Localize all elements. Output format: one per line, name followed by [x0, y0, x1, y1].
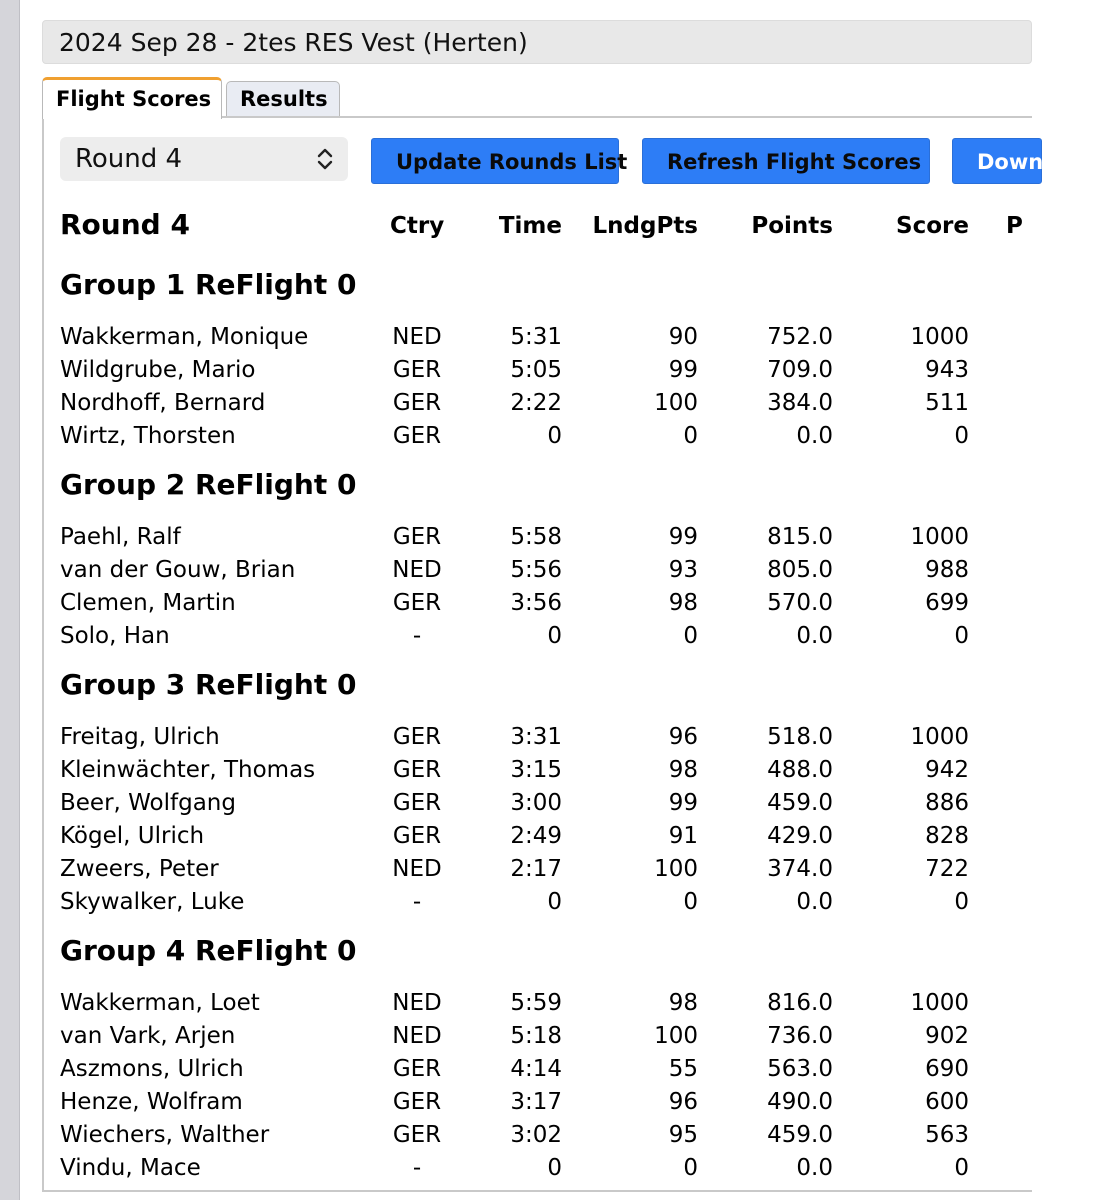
points: 570.0 [767, 590, 833, 616]
player-name: Zweers, Peter [60, 856, 219, 882]
flight-time: 0 [547, 623, 562, 649]
flight-time: 3:02 [510, 1122, 562, 1148]
score: 828 [925, 823, 969, 849]
points: 459.0 [767, 790, 833, 816]
header-score: Score [896, 213, 969, 239]
landing-points: 95 [668, 1122, 698, 1148]
landing-points: 99 [668, 790, 698, 816]
player-name: Wildgrube, Mario [60, 357, 256, 383]
player-name: Kleinwächter, Thomas [60, 757, 316, 783]
landing-points: 0 [683, 1155, 698, 1181]
tab-flight-scores[interactable]: Flight Scores [42, 77, 222, 119]
player-country: - [412, 1155, 422, 1181]
landing-points: 96 [668, 724, 698, 750]
header-time: Time [498, 213, 562, 239]
points: 709.0 [767, 357, 833, 383]
player-country: GER [392, 423, 442, 449]
score: 722 [925, 856, 969, 882]
points: 488.0 [767, 757, 833, 783]
player-name: Wiechers, Walther [60, 1122, 270, 1148]
score: 1000 [910, 524, 969, 550]
landing-points: 100 [654, 856, 698, 882]
points: 0.0 [796, 423, 833, 449]
flight-time: 5:05 [510, 357, 562, 383]
group-title: Group 3 ReFlight 0 [60, 668, 357, 701]
player-country: - [412, 889, 422, 915]
player-country: GER [392, 1056, 442, 1082]
landing-points: 96 [668, 1089, 698, 1115]
points: 374.0 [767, 856, 833, 882]
landing-points: 100 [654, 1023, 698, 1049]
player-name: van der Gouw, Brian [60, 557, 296, 583]
score: 0 [954, 1155, 969, 1181]
landing-points: 98 [668, 990, 698, 1016]
player-name: van Vark, Arjen [60, 1023, 236, 1049]
flight-time: 3:00 [510, 790, 562, 816]
score: 886 [925, 790, 969, 816]
flight-time: 4:14 [510, 1056, 562, 1082]
header-ctry: Ctry [390, 213, 445, 239]
group-title: Group 1 ReFlight 0 [60, 268, 357, 301]
title-bar [42, 20, 1032, 64]
player-country: GER [392, 524, 442, 550]
score: 942 [925, 757, 969, 783]
score: 0 [954, 423, 969, 449]
player-country: GER [392, 1089, 442, 1115]
player-name: Freitag, Ulrich [60, 724, 220, 750]
player-country: NED [392, 856, 442, 882]
round-select-value: Round 4 [75, 144, 183, 174]
player-name: Solo, Han [60, 623, 170, 649]
points: 805.0 [767, 557, 833, 583]
refresh-flight-scores-button[interactable]: Refresh Flight Scores [642, 138, 930, 184]
player-country: NED [392, 1023, 442, 1049]
flight-time: 2:22 [510, 390, 562, 416]
player-name: Wirtz, Thorsten [60, 423, 236, 449]
points: 0.0 [796, 623, 833, 649]
round-select[interactable] [60, 137, 348, 181]
landing-points: 0 [683, 423, 698, 449]
player-country: NED [392, 557, 442, 583]
player-name: Paehl, Ralf [60, 524, 181, 550]
landing-points: 91 [668, 823, 698, 849]
player-name: Skywalker, Luke [60, 889, 245, 915]
player-country: GER [392, 757, 442, 783]
update-rounds-list-button[interactable]: Update Rounds List [371, 138, 619, 184]
points: 429.0 [767, 823, 833, 849]
landing-points: 100 [654, 390, 698, 416]
points: 815.0 [767, 524, 833, 550]
flight-time: 3:56 [510, 590, 562, 616]
chevron-up-down-icon [316, 147, 334, 171]
score: 988 [925, 557, 969, 583]
tab-results[interactable]: Results [226, 81, 340, 117]
points: 459.0 [767, 1122, 833, 1148]
landing-points: 98 [668, 757, 698, 783]
points: 752.0 [767, 324, 833, 350]
points: 736.0 [767, 1023, 833, 1049]
player-name: Henze, Wolfram [60, 1089, 243, 1115]
landing-points: 90 [668, 324, 698, 350]
score: 1000 [910, 724, 969, 750]
player-name: Clemen, Martin [60, 590, 236, 616]
score: 0 [954, 889, 969, 915]
player-country: GER [392, 590, 442, 616]
player-name: Wakkerman, Monique [60, 324, 309, 350]
landing-points: 98 [668, 590, 698, 616]
points: 384.0 [767, 390, 833, 416]
player-name: Beer, Wolfgang [60, 790, 236, 816]
flight-time: 5:56 [510, 557, 562, 583]
points: 490.0 [767, 1089, 833, 1115]
flight-time: 5:58 [510, 524, 562, 550]
points: 0.0 [796, 1155, 833, 1181]
landing-points: 55 [668, 1056, 698, 1082]
player-country: GER [392, 823, 442, 849]
header-points: Points [751, 213, 833, 239]
score: 0 [954, 623, 969, 649]
round-title: Round 4 [60, 208, 190, 241]
player-name: Vindu, Mace [60, 1155, 201, 1181]
player-country: GER [392, 357, 442, 383]
flight-time: 3:15 [510, 757, 562, 783]
score: 511 [925, 390, 969, 416]
score: 699 [925, 590, 969, 616]
page-title: 2024 Sep 28 - 2tes RES Vest (Herten) [59, 28, 528, 57]
landing-points: 99 [668, 524, 698, 550]
score: 690 [925, 1056, 969, 1082]
download-button[interactable]: Download [952, 138, 1042, 184]
flight-time: 0 [547, 889, 562, 915]
header-lndgpts: LndgPts [592, 213, 698, 239]
flight-time: 2:49 [510, 823, 562, 849]
score: 600 [925, 1089, 969, 1115]
player-name: Wakkerman, Loet [60, 990, 260, 1016]
player-name: Nordhoff, Bernard [60, 390, 266, 416]
score: 1000 [910, 990, 969, 1016]
points: 816.0 [767, 990, 833, 1016]
player-country: GER [392, 390, 442, 416]
flight-time: 0 [547, 1155, 562, 1181]
player-name: Aszmons, Ulrich [60, 1056, 244, 1082]
player-country: - [412, 623, 422, 649]
player-country: GER [392, 724, 442, 750]
landing-points: 93 [668, 557, 698, 583]
player-country: NED [392, 324, 442, 350]
group-title: Group 2 ReFlight 0 [60, 468, 357, 501]
player-name: Kögel, Ulrich [60, 823, 205, 849]
score: 943 [925, 357, 969, 383]
player-country: NED [392, 990, 442, 1016]
flight-time: 3:17 [510, 1089, 562, 1115]
group-title: Group 4 ReFlight 0 [60, 934, 357, 967]
left-gutter [0, 0, 20, 1200]
points: 518.0 [767, 724, 833, 750]
flight-time: 3:31 [510, 724, 562, 750]
landing-points: 99 [668, 357, 698, 383]
landing-points: 0 [683, 623, 698, 649]
flight-time: 0 [547, 423, 562, 449]
points: 563.0 [767, 1056, 833, 1082]
score: 1000 [910, 324, 969, 350]
points: 0.0 [796, 889, 833, 915]
player-country: GER [392, 1122, 442, 1148]
score: 902 [925, 1023, 969, 1049]
flight-time: 5:31 [510, 324, 562, 350]
header-extra: P [1006, 213, 1023, 239]
flight-time: 5:59 [510, 990, 562, 1016]
flight-time: 5:18 [510, 1023, 562, 1049]
flight-time: 2:17 [510, 856, 562, 882]
score: 563 [925, 1122, 969, 1148]
player-country: GER [392, 790, 442, 816]
landing-points: 0 [683, 889, 698, 915]
